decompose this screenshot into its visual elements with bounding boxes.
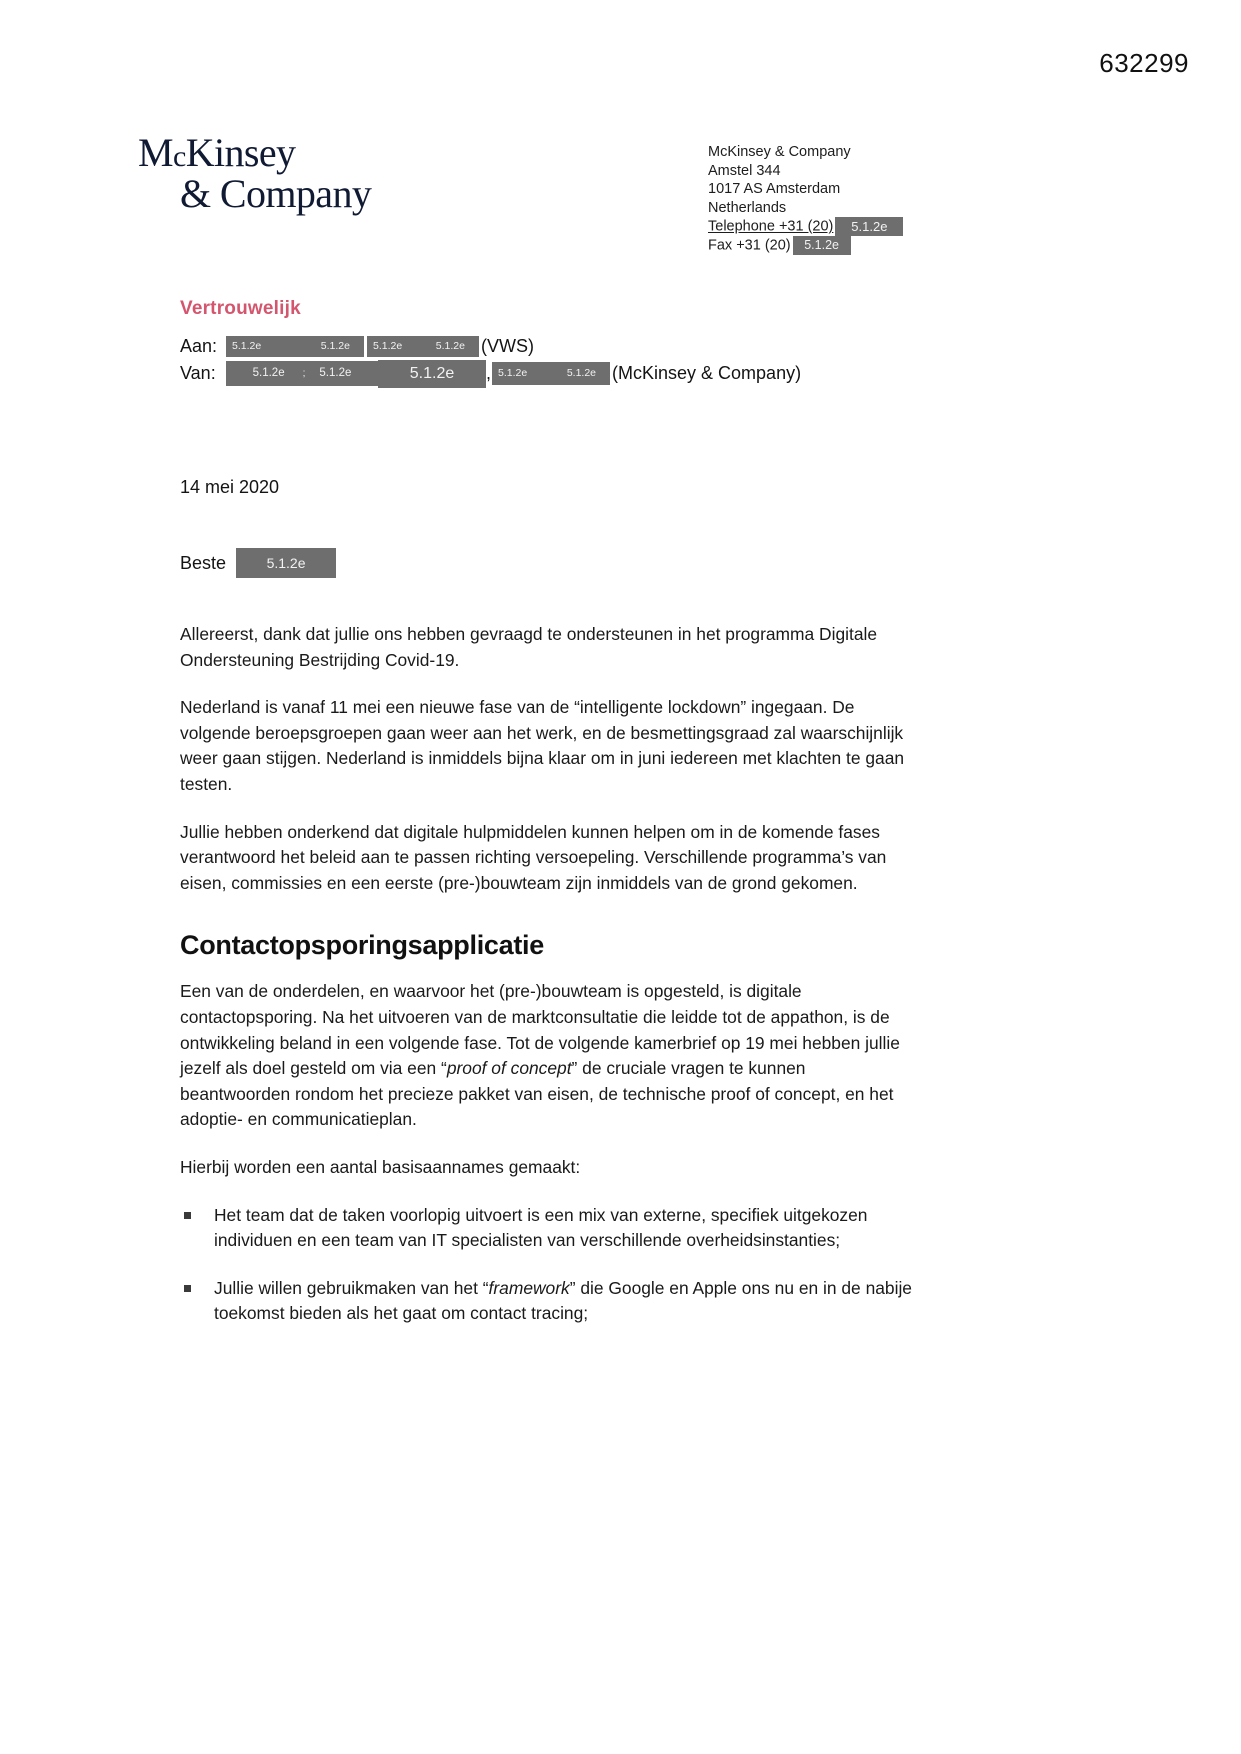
redaction-telephone: 5.1.2e [835, 217, 903, 236]
mckinsey-logo [138, 130, 372, 216]
section-heading-contactopsporingsapplicatie: Contactopsporingsapplicatie [180, 930, 544, 961]
paragraph-4-italic: proof of concept [446, 1058, 572, 1079]
list-item [180, 1276, 920, 1327]
list-item-text: Het team dat de taken voorlopig uitvoert is een mix van externe, specifiek uitgekozen individuen en een team van IT specialisten van verschillende overheidsinstanties; [214, 1204, 868, 1251]
paragraph-2: Nederland is vanaf 11 mei een nieuwe fase van de “intelligente lockdown” ingegaan. De volgende beroepsgroepen gaan weer aan het werk, en de besmettingsgraad zal waarschijnlijk weer gaan stijgen. Nederland is inmiddels bijna klaar om in juni iedereen met klachten te gaan testen. [180, 697, 905, 794]
paragraph-4-part-1: Een van de onderdelen, en waarvoor het (pre-)bouwteam is opgesteld, is digitale contactopsporing. Na het uitvoeren van de marktconsultatie die leidde tot de appathon, is de ontwikkeling beland in een volgende fase. Tot de volgende kamerbrief op 19 mei hebben jullie jezelf als doel gesteld om via een “ [180, 981, 900, 1079]
recipient-row-aan [180, 334, 801, 359]
square-bullet-icon [184, 1285, 191, 1292]
letter-date: 14 mei 2020 [180, 477, 280, 497]
redaction-van-3: 5.1.2e 5.1.2e [492, 362, 610, 385]
address-line-country: Netherlands [708, 199, 787, 216]
letterhead-address [708, 143, 903, 255]
paragraph-1: Allereerst, dank dat jullie ons hebben gevraagd te ondersteunen in het programma Digitale Ondersteuning Bestrijding Covid-19. [180, 624, 878, 670]
address-line-company: McKinsey & Company [708, 144, 851, 160]
paragraph-3: Jullie hebben onderkend dat digitale hulpmiddelen kunnen helpen om in de komende fases verantwoord het beleid aan te passen richting versoepeling. Verschillende programma’s van eisen, commissies en een eerste (pre-)bouwteam zijn inmiddels van de grond gekomen. [180, 821, 887, 893]
address-line-telephone [708, 217, 903, 236]
assumption-list [180, 1203, 920, 1327]
salutation-greeting: Beste [180, 552, 227, 573]
redaction-aan-1: 5.1.2e 5.1.2e [226, 336, 364, 357]
aan-suffix: (VWS) [481, 336, 534, 356]
list-item-text-part-2: ” die Google en Apple ons nu en in de nabije toekomst bieden als het gaat om contact tracing; [214, 1277, 912, 1324]
logo-small-c: c [172, 140, 186, 173]
paragraph-5: Hierbij worden een aantal basisaannames gemaakt: [180, 1156, 581, 1177]
van-comma: , [486, 363, 492, 383]
recipient-block [180, 334, 801, 388]
aan-label: Aan: [180, 336, 218, 356]
address-line-fax [708, 236, 903, 255]
paragraph-4-part-2: ” de cruciale vragen te kunnen beantwoorden rondom het precieze pakket van eisen, de technische proof of concept, en het adoptie- en communicatieplan. [180, 1058, 894, 1130]
van-suffix: (McKinsey & Company) [612, 363, 802, 383]
address-line-city: 1017 AS Amsterdam [708, 181, 841, 198]
list-item-text-part-1: Jullie willen gebruikmaken van het “ [214, 1277, 489, 1298]
letter-body [180, 622, 920, 1349]
redaction-fax: 5.1.2e [793, 236, 851, 255]
paragraph-4 [180, 979, 920, 1133]
van-label: Van: [180, 363, 216, 383]
redaction-aan-2: 5.1.2e 5.1.2e [367, 336, 479, 357]
telephone-label: Telephone +31 (20) [708, 218, 834, 235]
recipient-row-van [180, 361, 801, 386]
logo-line-1: McKinsey [138, 130, 296, 175]
list-item [180, 1203, 920, 1254]
redaction-van-2: 5.1.2e [378, 360, 486, 388]
confidential-label: Vertrouwelijk [180, 298, 301, 319]
logo-line-2: & Company [180, 170, 372, 216]
document-id: 632299 [1099, 48, 1189, 78]
address-line-street: Amstel 344 [708, 162, 781, 179]
fax-label: Fax +31 (20) [708, 237, 791, 254]
redaction-van-1: 5.1.2e ; 5.1.2e [226, 361, 378, 386]
square-bullet-icon [184, 1212, 191, 1219]
salutation [180, 548, 336, 578]
redaction-salutation-name: 5.1.2e [236, 548, 336, 578]
list-item-italic: framework [488, 1277, 570, 1298]
